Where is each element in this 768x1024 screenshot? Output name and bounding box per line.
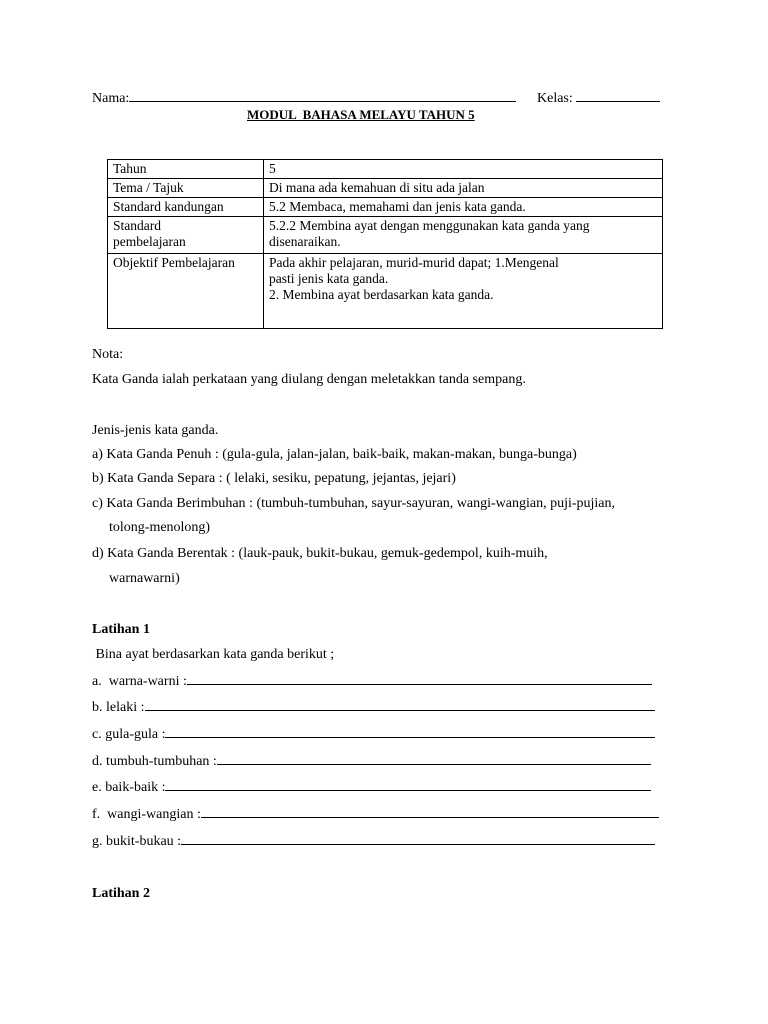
jenis-item-a: a) Kata Ganda Penuh : (gula-gula, jalan-jalan, baik-baik, makan-makan, bunga-bunga): [92, 447, 577, 462]
answer-blank[interactable]: [181, 832, 655, 845]
exercise-item: [92, 778, 651, 796]
exercise-item: [92, 725, 655, 743]
exercise-prefix: b. lelaki :: [92, 700, 145, 715]
table-cell-label: Standard kandungan: [108, 198, 264, 217]
exercise-prefix: d. tumbuh-tumbuhan :: [92, 754, 217, 769]
table-cell-label: Tahun: [108, 160, 264, 179]
jenis-item-b: b) Kata Ganda Separa : ( lelaki, sesiku, pepatung, jejantas, jejari): [92, 471, 456, 486]
table-row: [108, 198, 663, 217]
nama-label: Nama:: [92, 91, 130, 106]
latihan1-instruction: Bina ayat berdasarkan kata ganda berikut ;: [92, 647, 335, 662]
answer-blank[interactable]: [165, 725, 655, 738]
page-title: MODUL BAHASA MELAYU TAHUN 5: [247, 107, 475, 122]
exercise-prefix: a. warna-warni :: [92, 674, 187, 689]
jenis-item-d: d) Kata Ganda Berentak : (lauk-pauk, bukit-bukau, gemuk-gedempol, kuih-muih,: [92, 546, 548, 561]
nama-blank[interactable]: [129, 89, 516, 102]
table-cell-value: 5.2 Membaca, memahami dan jenis kata ganda.: [264, 198, 663, 217]
label-line: Standard: [113, 218, 161, 233]
table-cell-label: [108, 217, 264, 254]
jenis-item-d-cont: warnawarni): [109, 571, 180, 586]
exercise-item: [92, 752, 651, 770]
nama-field: [92, 89, 516, 107]
answer-blank[interactable]: [217, 752, 651, 765]
nota-heading: Nota:: [92, 347, 124, 362]
exercise-prefix: c. gula-gula :: [92, 727, 166, 742]
value-line: pasti jenis kata ganda.: [269, 271, 389, 286]
nota-text: Kata Ganda ialah perkataan yang diulang dengan meletakkan tanda sempang.: [92, 372, 526, 387]
table-cell-value: [264, 254, 663, 329]
exercise-prefix: g. bukit-bukau :: [92, 834, 182, 849]
table-row: [108, 160, 663, 179]
answer-blank[interactable]: [187, 672, 652, 685]
kelas-label: Kelas:: [537, 91, 573, 106]
value-line: Pada akhir pelajaran, murid-murid dapat; 1.Mengenal: [269, 255, 559, 270]
latihan2-heading: Latihan 2: [92, 886, 150, 901]
jenis-item-c: c) Kata Ganda Berimbuhan : (tumbuh-tumbuhan, sayur-sayuran, wangi-wangian, puji-pujian,: [92, 496, 616, 511]
answer-blank[interactable]: [145, 698, 655, 711]
table-row: [108, 254, 663, 329]
jenis-heading: Jenis-jenis kata ganda.: [92, 423, 219, 438]
answer-blank[interactable]: [201, 805, 659, 818]
table-row: [108, 217, 663, 254]
exercise-prefix: e. baik-baik :: [92, 780, 166, 795]
table-cell-label: Objektif Pembelajaran: [108, 254, 264, 329]
kelas-blank[interactable]: [576, 89, 660, 102]
table-row: [108, 179, 663, 198]
table-cell-value: Di mana ada kemahuan di situ ada jalan: [264, 179, 663, 198]
exercise-item: [92, 672, 652, 690]
latihan1-heading: Latihan 1: [92, 622, 150, 637]
kelas-field: [537, 89, 660, 107]
label-line: pembelajaran: [113, 234, 186, 249]
exercise-item: [92, 832, 655, 850]
exercise-prefix: f. wangi-wangian :: [92, 807, 201, 822]
value-line: disenaraikan.: [269, 234, 341, 249]
exercise-item: [92, 805, 659, 823]
exercise-item: [92, 698, 655, 716]
jenis-item-c-cont: tolong-menolong): [109, 520, 211, 535]
value-line: 2. Membina ayat berdasarkan kata ganda.: [269, 287, 494, 302]
answer-blank[interactable]: [165, 778, 651, 791]
value-line: 5.2.2 Membina ayat dengan menggunakan kata ganda yang: [269, 218, 590, 233]
info-table: [107, 159, 663, 329]
table-cell-label: Tema / Tajuk: [108, 179, 264, 198]
table-cell-value: [264, 217, 663, 254]
table-cell-value: 5: [264, 160, 663, 179]
